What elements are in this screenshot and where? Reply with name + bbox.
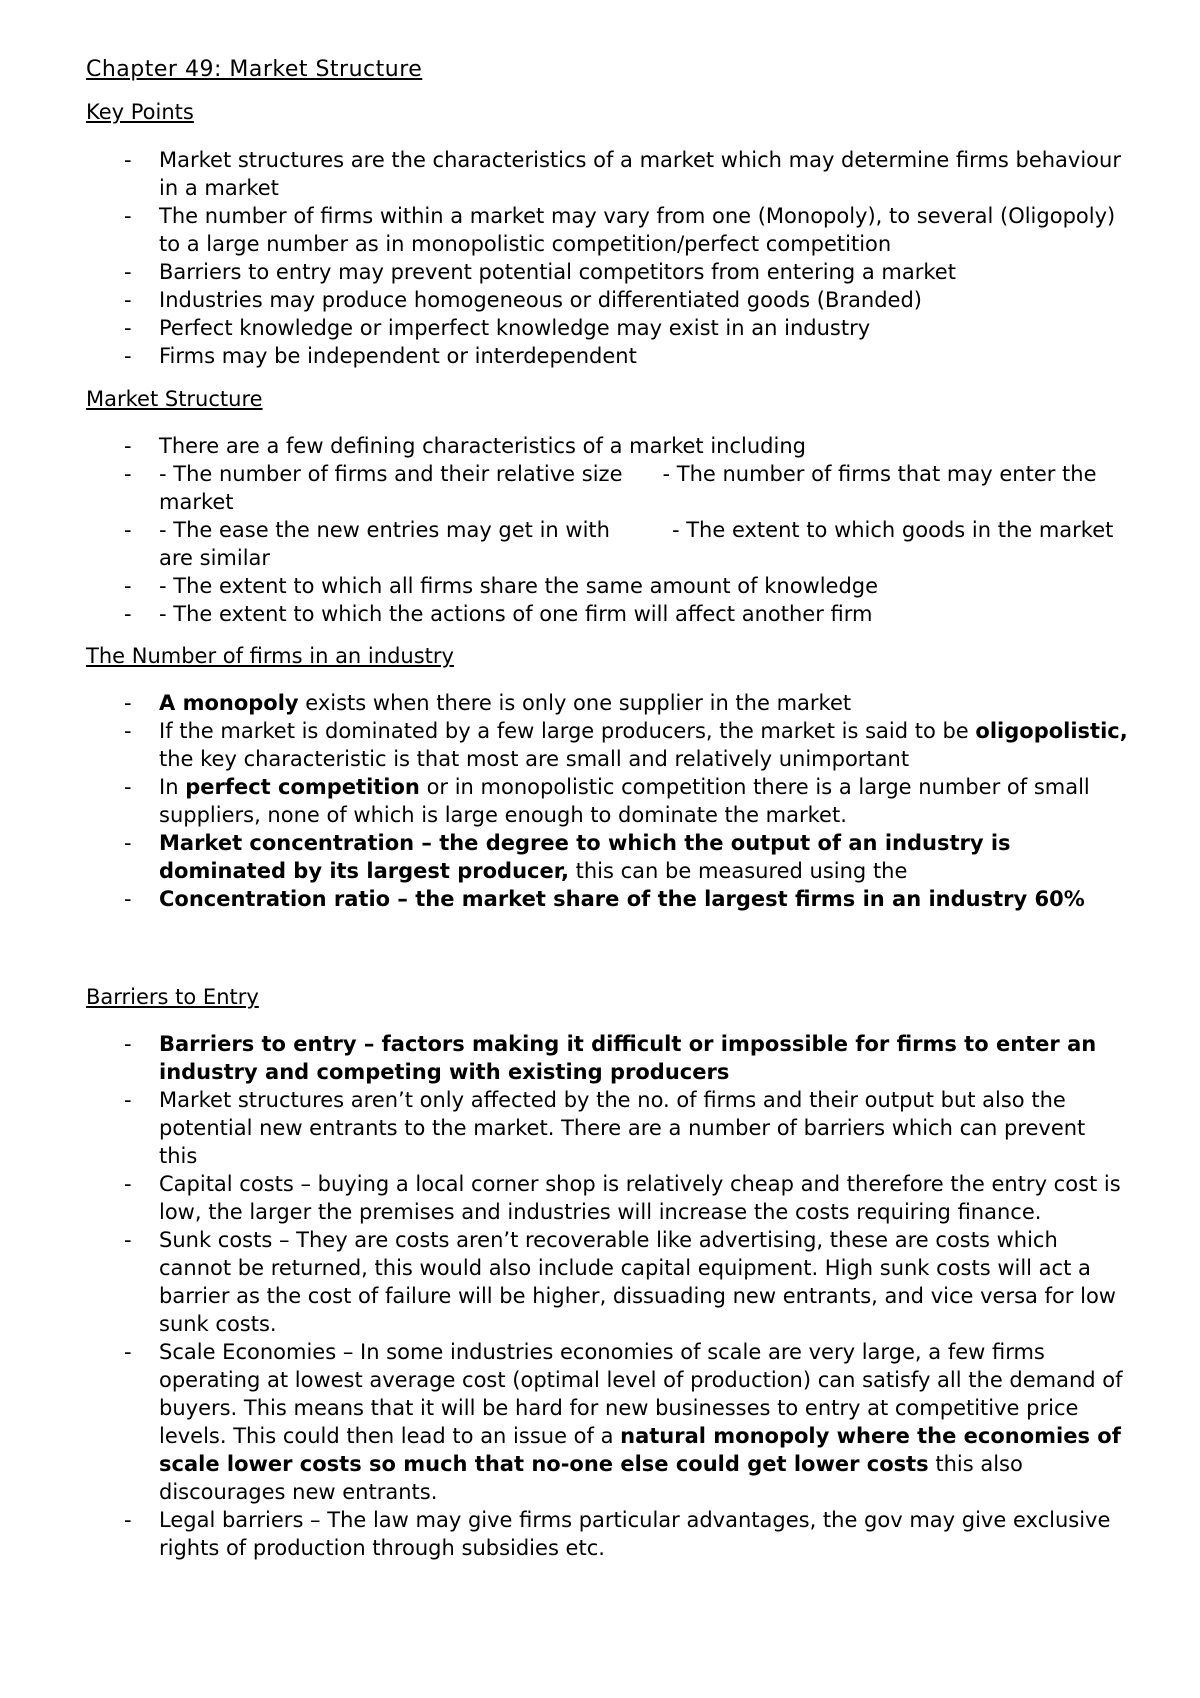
bullet-dash: - xyxy=(124,148,132,172)
list-item xyxy=(0,1086,1200,1170)
bullet-dash: - xyxy=(124,719,132,743)
bullet-dash: - xyxy=(124,887,132,911)
bold-text: perfect competition xyxy=(185,775,420,799)
text-run: - The number of firms and their relative size xyxy=(159,462,623,486)
market-structure-list xyxy=(0,432,1200,628)
list-item xyxy=(0,258,1200,286)
list-item xyxy=(0,1506,1200,1562)
bullet-dash: - xyxy=(124,518,132,542)
bold-text: oligopolistic, xyxy=(975,719,1128,743)
text-run: Firms may be independent or interdependent xyxy=(159,344,637,368)
text-run: The number of firms within a market may vary from one (Monopoly), to several (Oligopoly) to a large number as in monopolistic competition/perfect competition xyxy=(159,204,1116,256)
list-item xyxy=(0,460,1200,516)
text-run: the key characteristic is that most are small and relatively unimportant xyxy=(159,747,910,771)
bullet-dash: - xyxy=(124,1088,132,1112)
list-item xyxy=(0,1226,1200,1338)
list-item xyxy=(0,717,1200,773)
list-item xyxy=(0,600,1200,628)
number-of-firms-list xyxy=(0,689,1200,913)
list-item xyxy=(0,1338,1200,1506)
text-run: Capital costs – buying a local corner shop is relatively cheap and therefore the entry cost is low, the larger the premises and industries will increase the costs requiring finance. xyxy=(159,1172,1121,1224)
list-item xyxy=(0,314,1200,342)
text-run: Barriers to entry may prevent potential competitors from entering a market xyxy=(159,260,956,284)
list-item xyxy=(0,516,1200,572)
section-heading-market-structure: Market Structure xyxy=(86,387,263,411)
text-run: There are a few defining characteristics of a market including xyxy=(159,434,806,458)
bullet-dash: - xyxy=(124,434,132,458)
list-item xyxy=(0,342,1200,370)
bullet-dash: - xyxy=(124,1340,132,1364)
section-heading-number-of-firms: The Number of firms in an industry xyxy=(86,644,454,668)
list-item xyxy=(0,1170,1200,1226)
text-run: If the market is dominated by a few large producers, the market is said to be xyxy=(159,719,976,743)
list-item xyxy=(0,202,1200,258)
text-run: Sunk costs – They are costs aren’t recoverable like advertising, these are costs which cannot be returned, this would also include capital equipment. High sunk costs will act a barrier as the cost of failure will be higher, dissuading new entrants, and vice versa for low sunk costs. xyxy=(159,1228,1116,1336)
bold-text: A monopoly xyxy=(159,691,299,715)
bullet-dash: - xyxy=(124,691,132,715)
key-points-list xyxy=(0,146,1200,370)
list-item xyxy=(0,689,1200,717)
list-item xyxy=(0,146,1200,202)
section-heading-barriers-to-entry: Barriers to Entry xyxy=(86,985,259,1009)
bullet-dash: - xyxy=(124,1172,132,1196)
bullet-dash: - xyxy=(124,831,132,855)
list-item xyxy=(0,1030,1200,1086)
bullet-dash: - xyxy=(124,775,132,799)
text-run: - The extent to which goods in the market are similar xyxy=(159,518,1114,570)
text-run: exists when there is only one supplier in the market xyxy=(298,691,852,715)
bullet-dash: - xyxy=(124,462,132,486)
bullet-dash: - xyxy=(124,288,132,312)
list-item xyxy=(0,286,1200,314)
text-run: In xyxy=(159,775,186,799)
text-run: Industries may produce homogeneous or differentiated goods (Branded) xyxy=(159,288,922,312)
text-run: Legal barriers – The law may give firms particular advantages, the gov may give exclusive rights of production through subsidies etc. xyxy=(159,1508,1111,1560)
bold-text: Market concentration – the degree to which the output of an industry is dominated by its largest producer, xyxy=(159,831,1011,883)
list-item xyxy=(0,885,1200,913)
bold-text: Concentration ratio – the market share of the largest firms in an industry 60% xyxy=(159,887,1085,911)
bullet-dash: - xyxy=(124,1508,132,1532)
text-run: Scale Economies – In some industries economies of scale are very large, a few firms operating at lowest average cost (optimal level of production) can satisfy all the demand of buyers. This means that it will be hard for new businesses to entry at competitive price levels. This could then lead to an issue of a xyxy=(159,1340,1123,1448)
bullet-dash: - xyxy=(124,1228,132,1252)
text-run: - The extent to which all firms share the same amount of knowledge xyxy=(159,574,879,598)
text-run: Perfect knowledge or imperfect knowledge may exist in an industry xyxy=(159,316,871,340)
section-heading-key-points: Key Points xyxy=(86,100,194,124)
text-run: this also discourages new entrants. xyxy=(159,1452,1023,1504)
bullet-dash: - xyxy=(124,260,132,284)
bullet-dash: - xyxy=(124,1032,132,1056)
page-title: Chapter 49: Market Structure xyxy=(86,57,423,82)
list-item xyxy=(0,572,1200,600)
list-item xyxy=(0,829,1200,885)
text-run: this can be measured using the xyxy=(568,859,908,883)
list-item xyxy=(0,432,1200,460)
text-run: Market structures are the characteristics of a market which may determine firms behaviour in a market xyxy=(159,148,1121,200)
text-run: - The ease the new entries may get in with xyxy=(159,518,610,542)
text-run: - The extent to which the actions of one firm will affect another firm xyxy=(159,602,873,626)
bullet-dash: - xyxy=(124,204,132,228)
list-item xyxy=(0,773,1200,829)
bold-text: Barriers to entry – factors making it difficult or impossible for firms to enter an industry and competing with existing producers xyxy=(159,1032,1097,1084)
bullet-dash: - xyxy=(124,316,132,340)
text-run: Market structures aren’t only affected by the no. of firms and their output but also the potential new entrants to the market. There are a number of barriers which can prevent this xyxy=(159,1088,1086,1168)
text-run: or in monopolistic competition there is a large number of small suppliers, none of which is large enough to dominate the market. xyxy=(159,775,1090,827)
barriers-to-entry-list xyxy=(0,1030,1200,1562)
text-run: - The number of firms that may enter the market xyxy=(159,462,1097,514)
bold-text: natural monopoly where the economies of scale lower costs so much that no-one else could get lower costs xyxy=(159,1424,1121,1476)
bullet-dash: - xyxy=(124,574,132,598)
bullet-dash: - xyxy=(124,602,132,626)
bullet-dash: - xyxy=(124,344,132,368)
